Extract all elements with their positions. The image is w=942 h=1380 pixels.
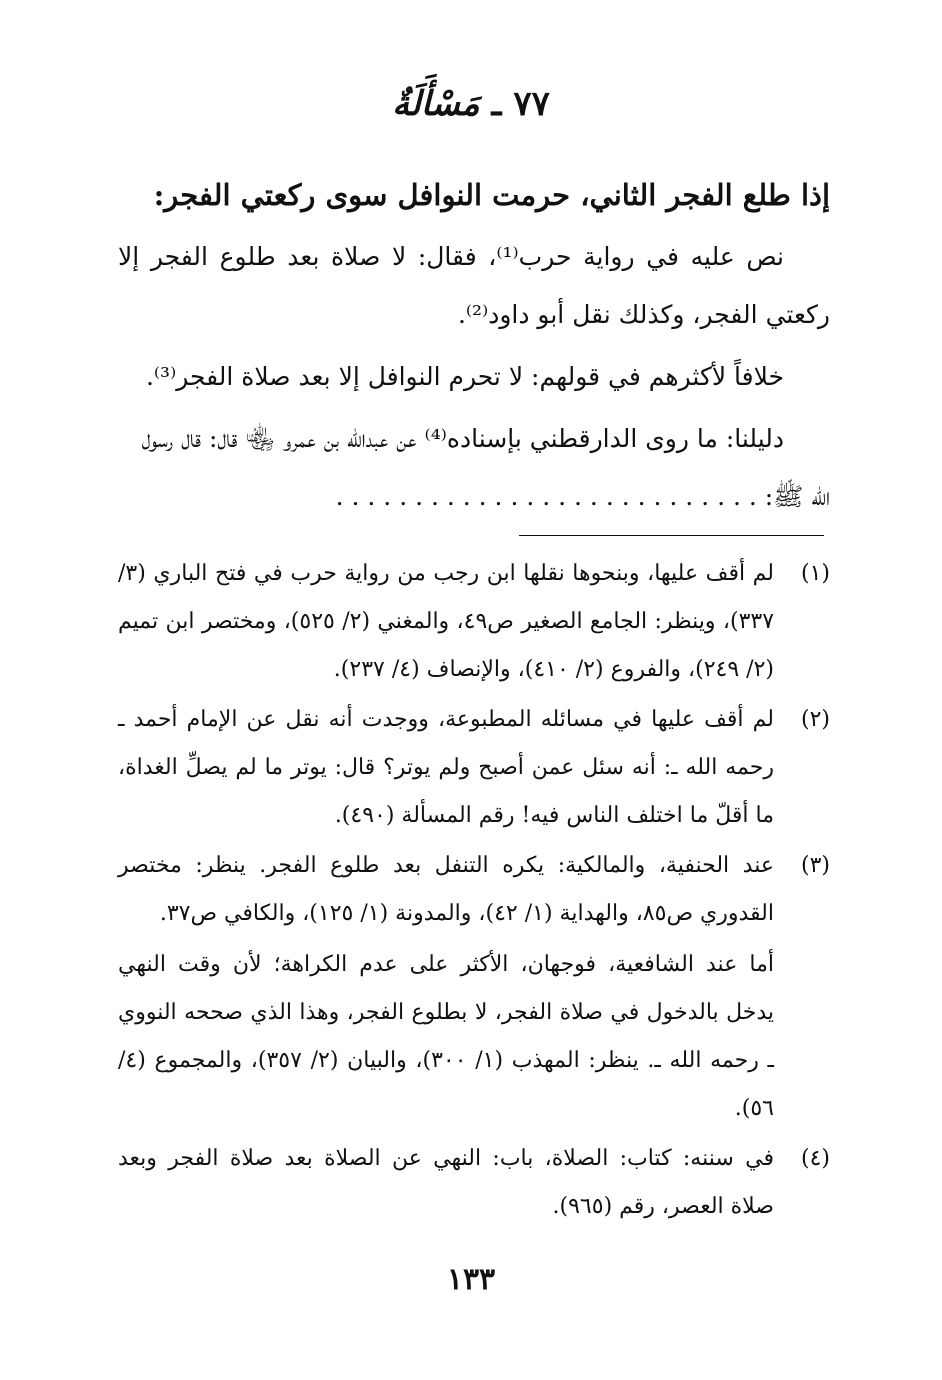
footnote-text: في سننه: كتاب: الصلاة، باب: النهي عن الصلاة بعد صلاة الفجر وبعد صلاة العصر، رقم (٩٦٥).	[118, 1146, 774, 1219]
footnote-text: لم أقف عليها في مسائله المطبوعة، ووجدت أنه نقل عن الإمام أحمد ـ رحمه الله ـ: أنه سئل عمن أصبح ولم يوتر؟ قال: يوتر ما لم يصلِّ الغداة، ما أقلّ ما اختلف الناس فيه! رقم المسألة (٤٩٠).	[118, 707, 774, 828]
footnote-3	[118, 842, 830, 1133]
footnote-text: أما عند الشافعية، فوجهان، الأكثر على عدم الكراهة؛ لأن وقت النهي يدخل بالدخول في صلاة الفجر، لا بطلوع الفجر، وهذا الذي صححه النووي ـ رحمه الله ـ. ينظر: المهذب (١/ ٣٠٠)، والبيان (٢/ ٣٥٧)، والمجموع (٤/ ٥٦).	[118, 952, 775, 1121]
footnote-text: عند الحنفية، والمالكية: يكره التنفل بعد طلوع الفجر. ينظر: مختصر القدوري ص٨٥، والهداية (١/ ٤٢)، والمدونة (١/ ١٢٥)، والكافي ص٣٧.	[118, 853, 774, 926]
footnote-4	[118, 1135, 830, 1231]
footnote-body	[118, 550, 774, 694]
footnote-number: (٤)	[800, 1146, 830, 1171]
page-number: ١٣٣	[446, 1262, 496, 1297]
footnote-text: لم أقف عليها، وبنحوها نقلها ابن رجب من رواية حرب في فتح الباري (٣/ ٣٣٧)، وينظر: الجامع الصغير ص٤٩، والمغني (٢/ ٥٢٥)، ومختصر ابن تميم (٢/ ٢٤٩)، والفروع (٢/ ٤١٠)، والإنصاف (٤/ ٢٣٧).	[118, 561, 775, 682]
issue-word: مَسْأَلَةٌ	[392, 84, 480, 124]
footnote-body	[118, 1135, 774, 1231]
footnote-body	[118, 842, 774, 1133]
main-paragraph-3: دليلنا: ما روى الدارقطني بإسناده⁽⁴⁾ عن عبدالله بن عمرو ﵄ قال: قال رسول الله ﷺ: . . . . . . . . . . . . . . . . . . . . . . . . . . .	[141, 424, 830, 511]
footnote-2	[118, 696, 830, 840]
footnote-number: (٣)	[800, 853, 830, 878]
issue-heading	[0, 84, 942, 124]
footnote-1	[118, 550, 830, 694]
footnotes	[118, 550, 830, 1233]
main-text	[118, 166, 830, 526]
main-paragraph-1: نص عليه في رواية حرب⁽¹⁾، فقال: لا صلاة بعد طلوع الفجر إلا ركعتي الفجر، وكذلك نقل أبو داود⁽²⁾.	[118, 242, 830, 329]
footnote-body	[118, 696, 774, 840]
issue-number: ٧٧ ـ	[491, 84, 550, 124]
main-paragraph-2: خلافاً لأكثرهم في قولهم: لا تحرم النوافل إلا بعد صلاة الفجر⁽³⁾.	[145, 362, 784, 391]
footnote-number: (٢)	[800, 707, 830, 732]
footnote-number: (١)	[800, 561, 830, 586]
issue-title: إذا طلع الفجر الثاني، حرمت النوافل سوى ركعتي الفجر:	[153, 178, 830, 212]
footnote-separator	[519, 535, 824, 536]
